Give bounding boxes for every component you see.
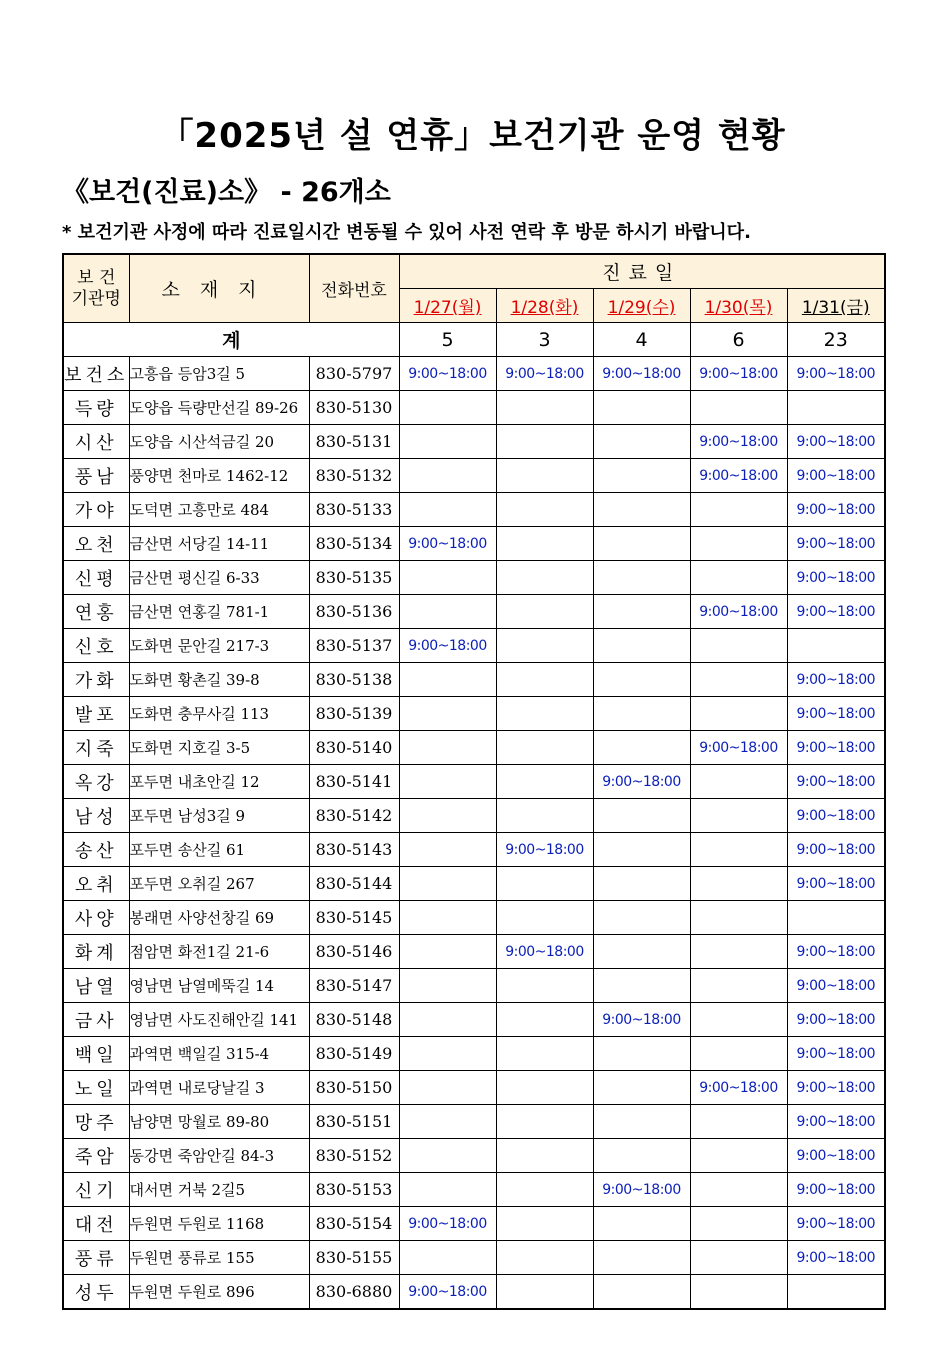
section-subtitle: 《보건(진료)소》 - 26개소	[62, 177, 391, 208]
hours-cell: 9:00~18:00	[690, 459, 787, 493]
header-date: 1/29(수)	[593, 289, 690, 323]
address: 도화면 문안길 217-3	[129, 629, 309, 663]
header-days: 진료일	[399, 254, 885, 289]
hours-cell	[399, 731, 496, 765]
hours-cell	[496, 867, 593, 901]
hours-cell	[496, 765, 593, 799]
hours-cell: 9:00~18:00	[787, 867, 885, 901]
hours-cell	[496, 1173, 593, 1207]
hours-cell: 9:00~18:00	[787, 1037, 885, 1071]
hours-cell: 9:00~18:00	[690, 595, 787, 629]
hours-cell	[593, 629, 690, 663]
address: 포두면 내초안길 12	[129, 765, 309, 799]
hours-cell: 9:00~18:00	[399, 527, 496, 561]
phone-number: 830-5148	[309, 1003, 399, 1037]
institution-name: 오취	[63, 867, 129, 901]
hours-cell	[593, 697, 690, 731]
hours-cell	[690, 935, 787, 969]
header-date: 1/27(월)	[399, 289, 496, 323]
institution-name: 금사	[63, 1003, 129, 1037]
table-row	[63, 629, 885, 663]
phone-number: 830-5155	[309, 1241, 399, 1275]
table-row	[63, 1071, 885, 1105]
address: 영남면 남열메뚝길 14	[129, 969, 309, 1003]
header-date: 1/30(목)	[690, 289, 787, 323]
hours-cell	[690, 867, 787, 901]
hours-cell	[496, 425, 593, 459]
institution-name: 보건소	[63, 357, 129, 391]
hours-cell	[399, 1139, 496, 1173]
table-row	[63, 425, 885, 459]
phone-number: 830-5152	[309, 1139, 399, 1173]
total-label: 계	[63, 323, 399, 357]
total-count: 5	[399, 323, 496, 357]
hours-cell	[787, 1275, 885, 1310]
table-row	[63, 935, 885, 969]
hours-cell	[593, 1275, 690, 1310]
hours-cell	[399, 765, 496, 799]
hours-cell	[399, 969, 496, 1003]
address: 도화면 황촌길 39-8	[129, 663, 309, 697]
header-institution-line1: 보 건	[77, 267, 116, 288]
institution-name: 사양	[63, 901, 129, 935]
hours-cell: 9:00~18:00	[787, 969, 885, 1003]
hours-cell	[496, 1105, 593, 1139]
phone-number: 830-5141	[309, 765, 399, 799]
institution-name: 풍류	[63, 1241, 129, 1275]
hours-cell: 9:00~18:00	[787, 595, 885, 629]
hours-cell	[690, 1275, 787, 1310]
hours-cell: 9:00~18:00	[399, 1275, 496, 1310]
address: 동강면 죽암안길 84-3	[129, 1139, 309, 1173]
hours-cell	[593, 867, 690, 901]
header-institution-line2: 기관명	[71, 288, 121, 309]
schedule-table	[62, 253, 886, 1310]
total-count: 3	[496, 323, 593, 357]
hours-cell	[690, 527, 787, 561]
phone-number: 830-5133	[309, 493, 399, 527]
table-row	[63, 493, 885, 527]
hours-cell: 9:00~18:00	[593, 1003, 690, 1037]
page-title: 「2025년 설 연휴」보건기관 운영 현황	[159, 116, 786, 156]
hours-cell	[690, 1173, 787, 1207]
table-row	[63, 561, 885, 595]
institution-name: 득량	[63, 391, 129, 425]
institution-name: 성두	[63, 1275, 129, 1310]
table-row	[63, 697, 885, 731]
table-row	[63, 1275, 885, 1310]
institution-name: 발포	[63, 697, 129, 731]
hours-cell	[399, 799, 496, 833]
hours-cell	[399, 595, 496, 629]
hours-cell	[496, 663, 593, 697]
table-row	[63, 459, 885, 493]
hours-cell	[690, 765, 787, 799]
address: 금산면 서당길 14-11	[129, 527, 309, 561]
institution-name: 신평	[63, 561, 129, 595]
total-row	[63, 323, 885, 357]
address: 남양면 망월로 89-80	[129, 1105, 309, 1139]
institution-name: 연홍	[63, 595, 129, 629]
hours-cell	[496, 1003, 593, 1037]
hours-cell: 9:00~18:00	[690, 425, 787, 459]
hours-cell	[496, 697, 593, 731]
hours-cell	[496, 1139, 593, 1173]
address: 도화면 충무사길 113	[129, 697, 309, 731]
table-row	[63, 527, 885, 561]
hours-cell: 9:00~18:00	[787, 1071, 885, 1105]
phone-number: 830-5145	[309, 901, 399, 935]
phone-number: 830-5797	[309, 357, 399, 391]
institution-name: 남열	[63, 969, 129, 1003]
hours-cell	[593, 425, 690, 459]
hours-cell	[690, 629, 787, 663]
phone-number: 830-5135	[309, 561, 399, 595]
hours-cell	[496, 969, 593, 1003]
hours-cell	[399, 459, 496, 493]
hours-cell	[399, 493, 496, 527]
hours-cell	[690, 1241, 787, 1275]
phone-number: 830-5154	[309, 1207, 399, 1241]
hours-cell: 9:00~18:00	[496, 357, 593, 391]
total-count: 4	[593, 323, 690, 357]
hours-cell	[690, 1037, 787, 1071]
hours-cell	[399, 867, 496, 901]
phone-number: 830-5136	[309, 595, 399, 629]
phone-number: 830-5144	[309, 867, 399, 901]
hours-cell	[593, 731, 690, 765]
institution-name: 송산	[63, 833, 129, 867]
address: 과역면 백일길 315-4	[129, 1037, 309, 1071]
address: 대서면 거북 2길5	[129, 1173, 309, 1207]
hours-cell: 9:00~18:00	[690, 731, 787, 765]
hours-cell	[593, 1071, 690, 1105]
address: 고흥읍 등암3길 5	[129, 357, 309, 391]
hours-cell	[787, 629, 885, 663]
address: 포두면 송산길 61	[129, 833, 309, 867]
header-phone: 전화번호	[309, 254, 399, 323]
header-date: 1/31(금)	[787, 289, 885, 323]
table-row	[63, 1241, 885, 1275]
hours-cell: 9:00~18:00	[787, 1105, 885, 1139]
hours-cell	[399, 935, 496, 969]
address: 도화면 지호길 3-5	[129, 731, 309, 765]
phone-number: 830-5151	[309, 1105, 399, 1139]
table-row	[63, 391, 885, 425]
header-date: 1/28(화)	[496, 289, 593, 323]
address: 점암면 화전1길 21-6	[129, 935, 309, 969]
hours-cell	[690, 561, 787, 595]
address: 포두면 남성3길 9	[129, 799, 309, 833]
phone-number: 830-5153	[309, 1173, 399, 1207]
hours-cell	[690, 901, 787, 935]
total-count: 6	[690, 323, 787, 357]
hours-cell	[690, 493, 787, 527]
address: 영남면 사도진해안길 141	[129, 1003, 309, 1037]
table-row	[63, 1037, 885, 1071]
address: 두원면 두원로 896	[129, 1275, 309, 1310]
hours-cell	[399, 561, 496, 595]
phone-number: 830-5138	[309, 663, 399, 697]
hours-cell	[593, 391, 690, 425]
hours-cell: 9:00~18:00	[787, 493, 885, 527]
phone-number: 830-5143	[309, 833, 399, 867]
table-row	[63, 357, 885, 391]
hours-cell: 9:00~18:00	[787, 935, 885, 969]
address: 두원면 풍류로 155	[129, 1241, 309, 1275]
address: 도덕면 고흥만로 484	[129, 493, 309, 527]
hours-cell: 9:00~18:00	[399, 629, 496, 663]
hours-cell: 9:00~18:00	[787, 833, 885, 867]
hours-cell: 9:00~18:00	[690, 1071, 787, 1105]
hours-cell: 9:00~18:00	[787, 561, 885, 595]
hours-cell	[593, 595, 690, 629]
institution-name: 죽암	[63, 1139, 129, 1173]
hours-cell	[399, 391, 496, 425]
hours-cell: 9:00~18:00	[787, 1207, 885, 1241]
hours-cell	[593, 459, 690, 493]
hours-cell: 9:00~18:00	[787, 731, 885, 765]
hours-cell	[399, 697, 496, 731]
institution-name: 대전	[63, 1207, 129, 1241]
hours-cell	[496, 731, 593, 765]
hours-cell	[593, 901, 690, 935]
hours-cell: 9:00~18:00	[787, 663, 885, 697]
notice-text: * 보건기관 사정에 따라 진료일시간 변동될 수 있어 사전 연락 후 방문 하시기 바랍니다.	[62, 222, 751, 243]
hours-cell	[496, 629, 593, 663]
hours-cell	[593, 935, 690, 969]
hours-cell	[593, 1139, 690, 1173]
hours-cell	[496, 799, 593, 833]
institution-name: 노일	[63, 1071, 129, 1105]
hours-cell	[399, 901, 496, 935]
hours-cell	[399, 1241, 496, 1275]
hours-cell	[593, 1105, 690, 1139]
hours-cell	[496, 527, 593, 561]
institution-name: 오천	[63, 527, 129, 561]
hours-cell	[496, 1275, 593, 1310]
hours-cell	[690, 969, 787, 1003]
table-row	[63, 1139, 885, 1173]
institution-name: 신기	[63, 1173, 129, 1207]
hours-cell	[593, 1207, 690, 1241]
phone-number: 830-5131	[309, 425, 399, 459]
hours-cell: 9:00~18:00	[787, 765, 885, 799]
phone-number: 830-5140	[309, 731, 399, 765]
hours-cell	[496, 1037, 593, 1071]
hours-cell: 9:00~18:00	[593, 1173, 690, 1207]
institution-name: 화계	[63, 935, 129, 969]
institution-name: 풍남	[63, 459, 129, 493]
hours-cell: 9:00~18:00	[593, 357, 690, 391]
hours-cell: 9:00~18:00	[787, 1173, 885, 1207]
table-row	[63, 867, 885, 901]
institution-name: 가화	[63, 663, 129, 697]
hours-cell	[399, 425, 496, 459]
hours-cell	[690, 697, 787, 731]
hours-cell	[593, 969, 690, 1003]
table-row	[63, 731, 885, 765]
table-row	[63, 1003, 885, 1037]
hours-cell	[496, 493, 593, 527]
hours-cell	[593, 561, 690, 595]
hours-cell: 9:00~18:00	[787, 357, 885, 391]
hours-cell: 9:00~18:00	[399, 1207, 496, 1241]
institution-name: 가야	[63, 493, 129, 527]
table-row	[63, 595, 885, 629]
hours-cell: 9:00~18:00	[496, 935, 593, 969]
institution-name: 옥강	[63, 765, 129, 799]
institution-name: 시산	[63, 425, 129, 459]
address: 금산면 연홍길 781-1	[129, 595, 309, 629]
header-location: 소재지	[129, 254, 309, 323]
hours-cell	[690, 663, 787, 697]
address: 도양읍 득량만선길 89-26	[129, 391, 309, 425]
address: 도양읍 시산석금길 20	[129, 425, 309, 459]
hours-cell: 9:00~18:00	[399, 357, 496, 391]
hours-cell	[496, 595, 593, 629]
table-row	[63, 799, 885, 833]
hours-cell	[399, 1071, 496, 1105]
hours-cell	[399, 1173, 496, 1207]
hours-cell: 9:00~18:00	[787, 1241, 885, 1275]
table-row	[63, 663, 885, 697]
phone-number: 830-5146	[309, 935, 399, 969]
table-row	[63, 1105, 885, 1139]
institution-name: 남성	[63, 799, 129, 833]
table-row	[63, 901, 885, 935]
hours-cell: 9:00~18:00	[690, 357, 787, 391]
phone-number: 830-5139	[309, 697, 399, 731]
hours-cell	[690, 833, 787, 867]
hours-cell	[496, 1241, 593, 1275]
hours-cell	[690, 1207, 787, 1241]
total-count: 23	[787, 323, 885, 357]
hours-cell	[593, 799, 690, 833]
phone-number: 830-6880	[309, 1275, 399, 1310]
address: 포두면 오취길 267	[129, 867, 309, 901]
phone-number: 830-5134	[309, 527, 399, 561]
hours-cell	[496, 459, 593, 493]
hours-cell	[593, 663, 690, 697]
hours-cell: 9:00~18:00	[496, 833, 593, 867]
hours-cell	[496, 561, 593, 595]
table-row	[63, 1207, 885, 1241]
phone-number: 830-5132	[309, 459, 399, 493]
address: 두원면 두원로 1168	[129, 1207, 309, 1241]
institution-name: 망주	[63, 1105, 129, 1139]
hours-cell	[399, 1037, 496, 1071]
table-row	[63, 969, 885, 1003]
hours-cell	[593, 833, 690, 867]
hours-cell	[593, 1241, 690, 1275]
hours-cell	[399, 663, 496, 697]
address: 봉래면 사양선창길 69	[129, 901, 309, 935]
hours-cell	[593, 527, 690, 561]
hours-cell	[787, 901, 885, 935]
phone-number: 830-5150	[309, 1071, 399, 1105]
hours-cell	[690, 391, 787, 425]
hours-cell: 9:00~18:00	[787, 527, 885, 561]
hours-cell	[496, 391, 593, 425]
hours-cell	[690, 1105, 787, 1139]
phone-number: 830-5137	[309, 629, 399, 663]
hours-cell	[593, 1037, 690, 1071]
address: 금산면 평신길 6-33	[129, 561, 309, 595]
phone-number: 830-5147	[309, 969, 399, 1003]
hours-cell	[496, 1207, 593, 1241]
hours-cell: 9:00~18:00	[787, 1003, 885, 1037]
table-row	[63, 833, 885, 867]
phone-number: 830-5130	[309, 391, 399, 425]
hours-cell: 9:00~18:00	[787, 1139, 885, 1173]
table-row	[63, 765, 885, 799]
header-institution	[63, 254, 129, 323]
hours-cell	[399, 1105, 496, 1139]
hours-cell	[399, 833, 496, 867]
institution-name: 지죽	[63, 731, 129, 765]
hours-cell: 9:00~18:00	[787, 425, 885, 459]
hours-cell: 9:00~18:00	[787, 697, 885, 731]
phone-number: 830-5149	[309, 1037, 399, 1071]
hours-cell	[399, 1003, 496, 1037]
table-row	[63, 1173, 885, 1207]
hours-cell	[496, 1071, 593, 1105]
institution-name: 백일	[63, 1037, 129, 1071]
hours-cell: 9:00~18:00	[787, 459, 885, 493]
phone-number: 830-5142	[309, 799, 399, 833]
hours-cell: 9:00~18:00	[593, 765, 690, 799]
hours-cell	[690, 1003, 787, 1037]
hours-cell	[593, 493, 690, 527]
address: 풍양면 천마로 1462-12	[129, 459, 309, 493]
hours-cell	[690, 799, 787, 833]
institution-name: 신호	[63, 629, 129, 663]
hours-cell	[690, 1139, 787, 1173]
hours-cell	[496, 901, 593, 935]
address: 과역면 내로당날길 3	[129, 1071, 309, 1105]
hours-cell: 9:00~18:00	[787, 799, 885, 833]
hours-cell	[787, 391, 885, 425]
